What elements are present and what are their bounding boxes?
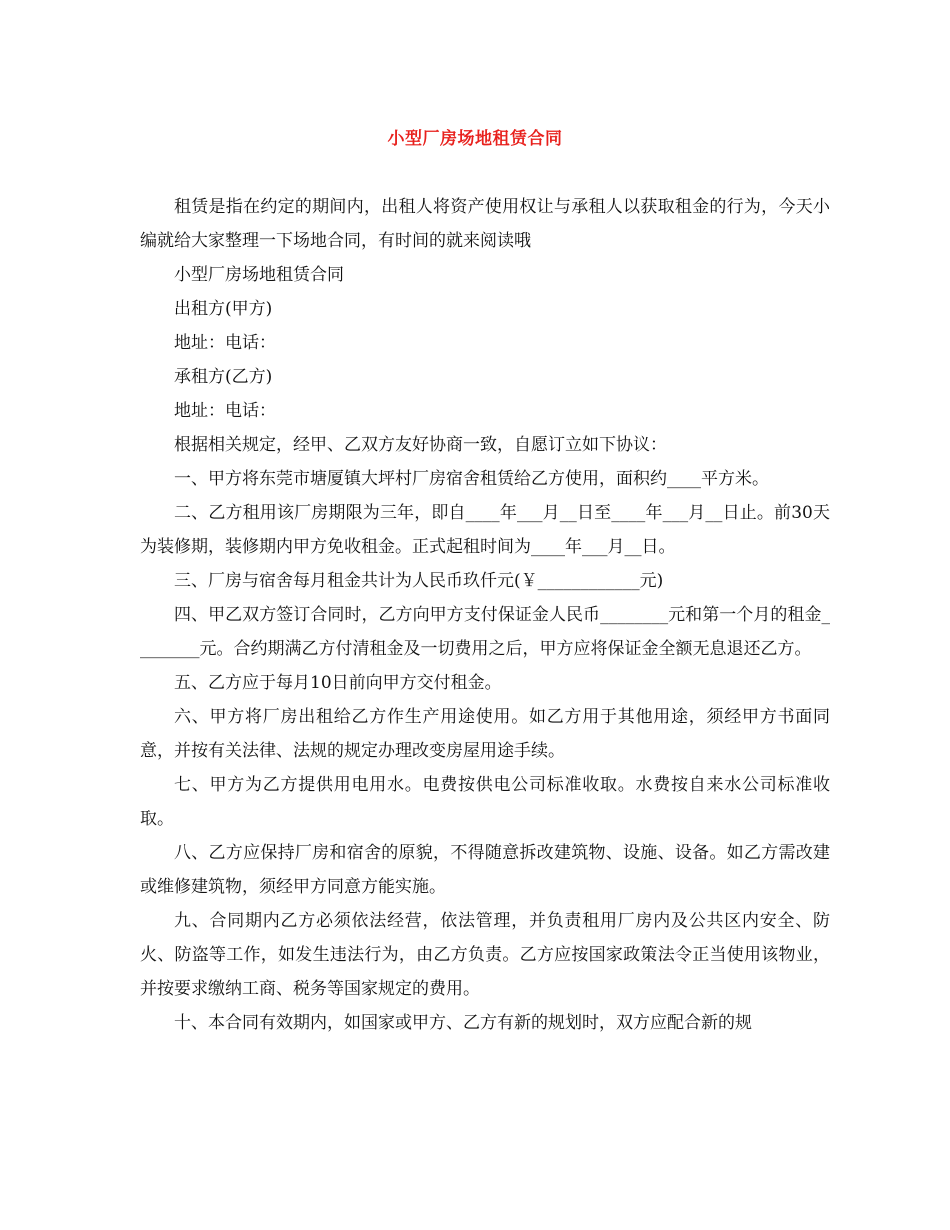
paragraph-clause-1: 一、甲方将东莞市塘厦镇大坪村厂房宿舍租赁给乙方使用，面积约____平方米。 (174, 469, 769, 489)
paragraph-clause-7: 七、甲方为乙方提供用电用水。电费按供电公司标准收取。水费按自来水公司标准收取。 (140, 775, 830, 829)
paragraph-intro: 租赁是指在约定的期间内，出租人将资产使用权让与承租人以获取租金的行为，今天小编就给大家整理一下场地合同，有时间的就来阅读哦 (140, 197, 830, 251)
paragraph-clause-6: 六、甲方将厂房出租给乙方作生产用途使用。如乙方用于其他用途，须经甲方书面同意，并按有关法律、法规的规定办理改变房屋用途手续。 (140, 707, 830, 761)
paragraph-contract-name: 小型厂房场地租赁合同 (174, 265, 344, 285)
paragraph-lessor-address: 地址：电话： (174, 333, 276, 353)
paragraph-agreement-basis: 根据相关规定，经甲、乙双方友好协商一致，自愿订立如下协议： (174, 435, 667, 455)
paragraph-clause-3: 三、厂房与宿舍每月租金共计为人民币玖仟元(￥____________元) (174, 571, 664, 591)
document-title: 小型厂房场地租赁合同 (387, 129, 563, 149)
paragraph-clause-9: 九、合同期内乙方必须依法经营，依法管理，并负责租用厂房内及公共区内安全、防火、防盗等工作，如发生违法行为，由乙方负责。乙方应按国家政策法令正当使用该物业，并按要求缴纳工商、税务等国家规定的费用。 (140, 911, 830, 999)
paragraph-clause-4: 四、甲乙双方签订合同时，乙方向甲方支付保证金人民币________元和第一个月的租金________元。合约期满乙方付清租金及一切费用之后，甲方应将保证金全额无息退还乙方。 (140, 605, 830, 659)
paragraph-lessee-address: 地址：电话： (174, 401, 276, 421)
paragraph-lessor: 出租方(甲方) (174, 299, 273, 319)
paragraph-clause-2: 二、乙方租用该厂房期限为三年，即自____年___月__日至____年___月__日止。前30天为装修期，装修期内甲方免收租金。正式起租时间为____年___月__日。 (140, 503, 830, 557)
document-body (140, 190, 830, 1040)
paragraph-clause-10: 十、本合同有效期内，如国家或甲方、乙方有新的规划时，双方应配合新的规 (174, 1013, 752, 1033)
paragraph-clause-8: 八、乙方应保持厂房和宿舍的原貌，不得随意拆改建筑物、设施、设备。如乙方需改建或维修建筑物，须经甲方同意方能实施。 (140, 843, 830, 897)
paragraph-clause-5: 五、乙方应于每月10日前向甲方交付租金。 (174, 673, 502, 693)
paragraph-lessee: 承租方(乙方) (174, 367, 273, 387)
